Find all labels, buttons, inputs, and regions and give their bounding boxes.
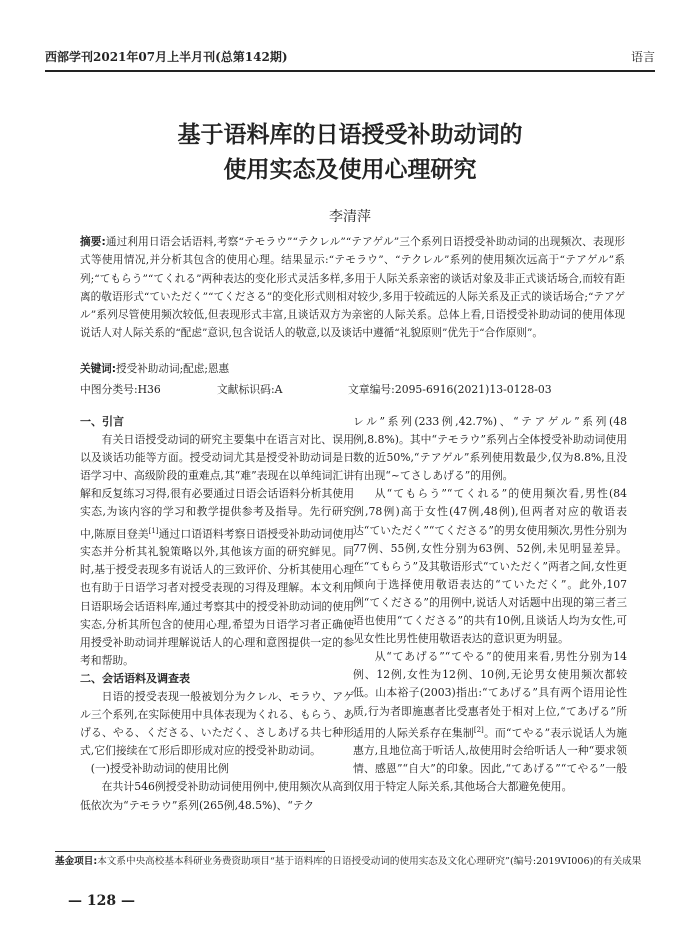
running-header xyxy=(45,48,655,68)
abstract-label: 摘要: xyxy=(80,236,106,248)
title-line-1: 基于语料库的日语授受补助动词的 xyxy=(177,122,523,148)
right-column xyxy=(353,413,627,797)
corpus-paragraph: 日语的授受表现一般被划分为クレル、モラウ、アゲル三个系列,在实际使用中具体表现为くれる、もらう、あげる、やる、くださる、いただく、さしあげる共七种形式,它们接续在て形后即形成对应的授受补助动词。 xyxy=(80,690,354,758)
keywords-label: 关键词: xyxy=(80,363,117,375)
header-rule xyxy=(45,70,655,72)
section-heading-intro: 一、引言 xyxy=(80,415,124,428)
clc-number: 中图分类号:H36 xyxy=(80,383,161,396)
section-name: 语言 xyxy=(630,50,655,64)
citation-1: [1] xyxy=(148,526,159,535)
funding-text: 本文系中央高校基本科研业务费资助项目“基于语料库的日语授受动词的使用实态及文化心理研究”(编号:2019VI006)的有关成果 xyxy=(97,856,642,867)
classification-line xyxy=(80,382,625,398)
author-name: 李清萍 xyxy=(329,209,371,225)
gender-paragraph: 从“てもらう”“てくれる”的使用频次看,男性(84例,78例)高于女性(47例,48例),但两者对应的敬语表达“ていただく”“てくださる”的男女使用频次,男性分别为77例、55例,女性分别为63例、52例,未见明显差异。在“てもらう”及其敬语形式“ていただく”两者之间,女性更倾向于选择使用敬语表达的“ていただく”。此外,107例“てくださる”的用例中,说话人对话题中出现的第三者三语也使用“てくださる”的共有10例,且谈话人均为女性,可见女性比男性使用敬语表达的意识更为明显。 xyxy=(353,487,627,646)
keywords xyxy=(80,361,625,376)
intro-paragraph: 有关日语授受动词的研究主要集中在语言对比、误用以及谈话功能等方面。授受动词尤其是授受补助动词是日语学习中、高级阶段的重难点,其“难”表现在以单纯词汇讲解和反复练习习得,很有必要通过日语会话语料分析其使用实态,为该内容的学习和教学提供参考及指导。先行研究中,陈原目登美[1]通过口语语料考察日语授受补助动词使用实态并分析其礼貌策略以外,其他该方面的研究鲜见。同时,基于授受表现多有说话人的三致评价、分析其使用心理也有助于日语学习者对授受表现的习得及理解。本文利用日语职场会话语料库,通过考察其中的授受补助动词的使用实态,分析其所包含的使用心理,希望为日语学习者正确使用授受补助动词并理解说话人的心理和意图提供一定的参考和帮助。 xyxy=(80,433,354,667)
funding-label: 基金项目: xyxy=(55,856,98,867)
document-code: 文献标识码:A xyxy=(217,383,283,396)
journal-info: 西部学刊2021年07月上半月刊(总第142期) xyxy=(45,50,288,64)
ratio-paragraph-continued: レル”系列(233例,42.7%)、“テアゲル”系列(48例,8.8%)。其中“テモラウ”系列占全体授受补助动词使用数的近50%,“テアゲル”系列使用数最少,仅为8.8%,且没有出现“~てさしあげる”的用例。 xyxy=(353,415,627,483)
ratio-paragraph: 在共计546例授受补助动词使用例中,使用频次从高到低依次为“テモラウ”系列(265例,48.5%)、“テク xyxy=(80,780,354,812)
abstract xyxy=(80,233,625,343)
keywords-text: 授受补助动词;配虑;恩惠 xyxy=(116,363,230,375)
subsection-heading-ratio: (一)授受补助动词的使用比例 xyxy=(90,762,229,776)
citation-2: [2] xyxy=(473,725,484,734)
funding-note xyxy=(55,854,645,870)
footnote-rule xyxy=(55,851,325,852)
article-number: 文章编号:2095-6916(2021)13-0128-03 xyxy=(348,383,552,396)
abstract-text: 通过利用日语会话语料,考察“テモラウ”“テクレル”“テアゲル”三个系列日语授受补助动词的出现频次、表现形式等使用情况,并分析其包含的使用心理。结果显示:“テモラウ”、“テクレル”系列的使用频次远高于“テアゲル”系列;“てもらう”“てくれる”两种表达的变化形式灵活多样,多用于人际关系亲密的谈话对象及非正式谈话场合,而较有距离的敬语形式“ていただく”“てくださる”的变化形式则相对较少,多用于较疏远的人际关系及正式的谈话场合;“テアゲル”系列尽管使用频次较低,但表现形式丰富,且谈话双方为亲密的人际关系。总体上看,日语授受补助动词的使用体现说话人对人际关系的“配虑”意识,包含说话人的敬意,以及谈话中遵循“礼貌原则”优先于“合作原则”。 xyxy=(80,236,625,340)
ageru-paragraph: 从“てあげる”“てやる”的使用来看,男性分别为14例、12例,女性为12例、10例,无论男女使用频次都较低。山本裕子(2003)指出:“てあげる”具有两个语用论性质,行为者即施惠者比受惠者处于相对上位,“てあげる”所适用的人际关系存在集制[2]。而“てやる”表示说话人为施惠方,且地位高于听话人,故使用时会给听话人一种“要求领情、感恩”“自大”的印象。因此,“てあげる”“てやる”一般仅用于特定人际关系,其他场合大都避免使用。 xyxy=(353,650,628,794)
page-number: — 128 — xyxy=(68,893,135,909)
article-title xyxy=(0,118,700,188)
left-column xyxy=(80,413,354,815)
title-line-2: 使用实态及使用心理研究 xyxy=(223,157,477,183)
section-heading-corpus: 二、会话语料及调查表 xyxy=(80,671,190,685)
